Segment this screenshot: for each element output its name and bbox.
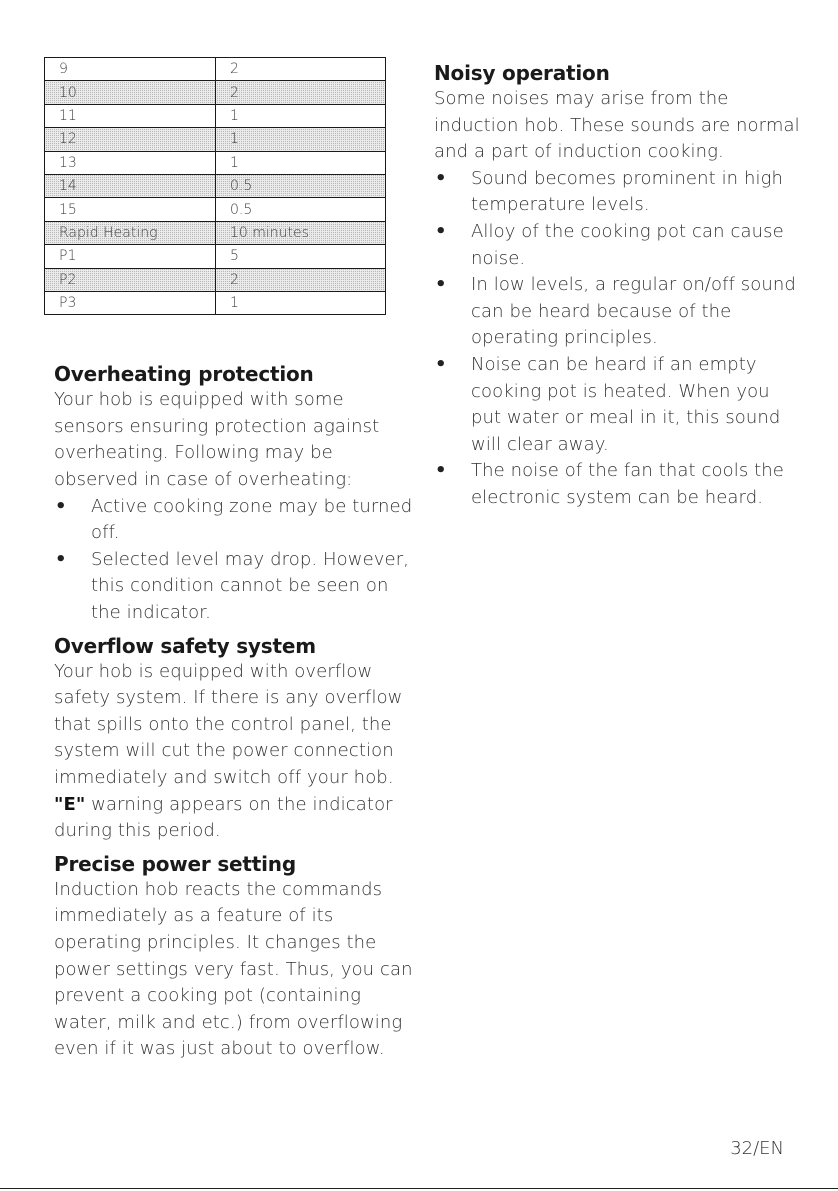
bullet-icon: • [435,274,447,296]
list-item: • Selected level may drop. However, this condition cannot be seen on the indicator. [55,548,410,624]
bullet-icon: • [55,548,67,570]
table-row [45,174,386,197]
table-row [45,268,386,291]
warning-code: "E" [54,793,86,815]
level-cell: P3 [45,291,216,314]
table-row [45,104,386,127]
noisy-intro: Some noises may arise from the induction hob. These sounds are normal and a part of induction cooking. [434,88,800,163]
list-item: • Sound becomes prominent in high temperature levels. [435,167,784,216]
time-cell: 1 [216,291,386,314]
time-cell: 10 minutes [216,221,386,244]
list-item: • In low levels, a regular on/off sound can be heard because of the operating principles. [435,274,796,349]
table-row [45,58,386,81]
table-row [45,128,386,151]
noisy-list [434,166,804,512]
time-cell: 2 [216,268,386,291]
precise-heading: Precise power setting [54,851,296,876]
bullet-icon: • [55,495,67,517]
overflow-heading: Overflow safety system [54,633,316,658]
time-cell: 5 [216,245,386,268]
level-cell: 15 [45,198,216,221]
level-cell: 12 [45,128,216,151]
time-cell: 1 [216,128,386,151]
level-cell: 14 [45,174,216,197]
overheating-heading: Overheating protection [54,362,314,387]
level-cell: 13 [45,151,216,174]
left-column [54,57,414,1063]
right-column [434,60,804,512]
list-item: • The noise of the fan that cools the electronic system can be heard. [435,460,784,508]
time-cell: 1 [216,104,386,127]
bullet-icon: • [435,353,447,375]
table-row [45,221,386,244]
bullet-icon: • [435,460,447,482]
overheating-intro: Your hob is equipped with some sensors ensuring protection against overheating. Following may be observed in case of overheating: [54,389,380,491]
table-row [45,245,386,268]
list-item: • Alloy of the cooking pot can cause noise. [435,220,784,269]
time-cell: 0.5 [216,174,386,197]
bullet-icon: • [435,167,447,189]
table-row [45,151,386,174]
power-level-table [44,57,386,315]
table-row [45,198,386,221]
noisy-heading: Noisy operation [434,61,610,85]
time-cell: 0.5 [216,198,386,221]
level-cell: Rapid Heating [45,221,216,244]
table-row [45,81,386,104]
level-cell: 11 [45,104,216,127]
level-cell: P1 [45,245,216,268]
list-item: • Noise can be heard if an empty cooking pot is heated. When you put water or meal in it, this sound will clear away. [435,353,781,455]
bullet-icon: • [435,220,447,242]
page-number: 32/EN [730,1138,784,1159]
overflow-text: Your hob is equipped with overflow safety system. If there is any overflow that spills onto the control panel, the system will cut the power connection immediately and switch off your hob. "E" warning appears on the indicator during this period. [54,660,403,842]
level-cell: 9 [45,58,216,81]
table-row [45,291,386,314]
page-bottom-rule [0,1188,838,1189]
level-cell: P2 [45,268,216,291]
time-cell: 1 [216,151,386,174]
level-cell: 10 [45,81,216,104]
time-cell: 2 [216,81,386,104]
overheating-list [54,494,414,627]
precise-text: Induction hob reacts the commands immediately as a feature of its operating principles. It changes the power settings very fast. Thus, you can prevent a cooking pot (containing water, milk and etc.) from overflowing even if it was just about to overflow. [54,878,413,1060]
list-item: • Active cooking zone may be turned off. [55,495,413,544]
time-cell: 2 [216,58,386,81]
